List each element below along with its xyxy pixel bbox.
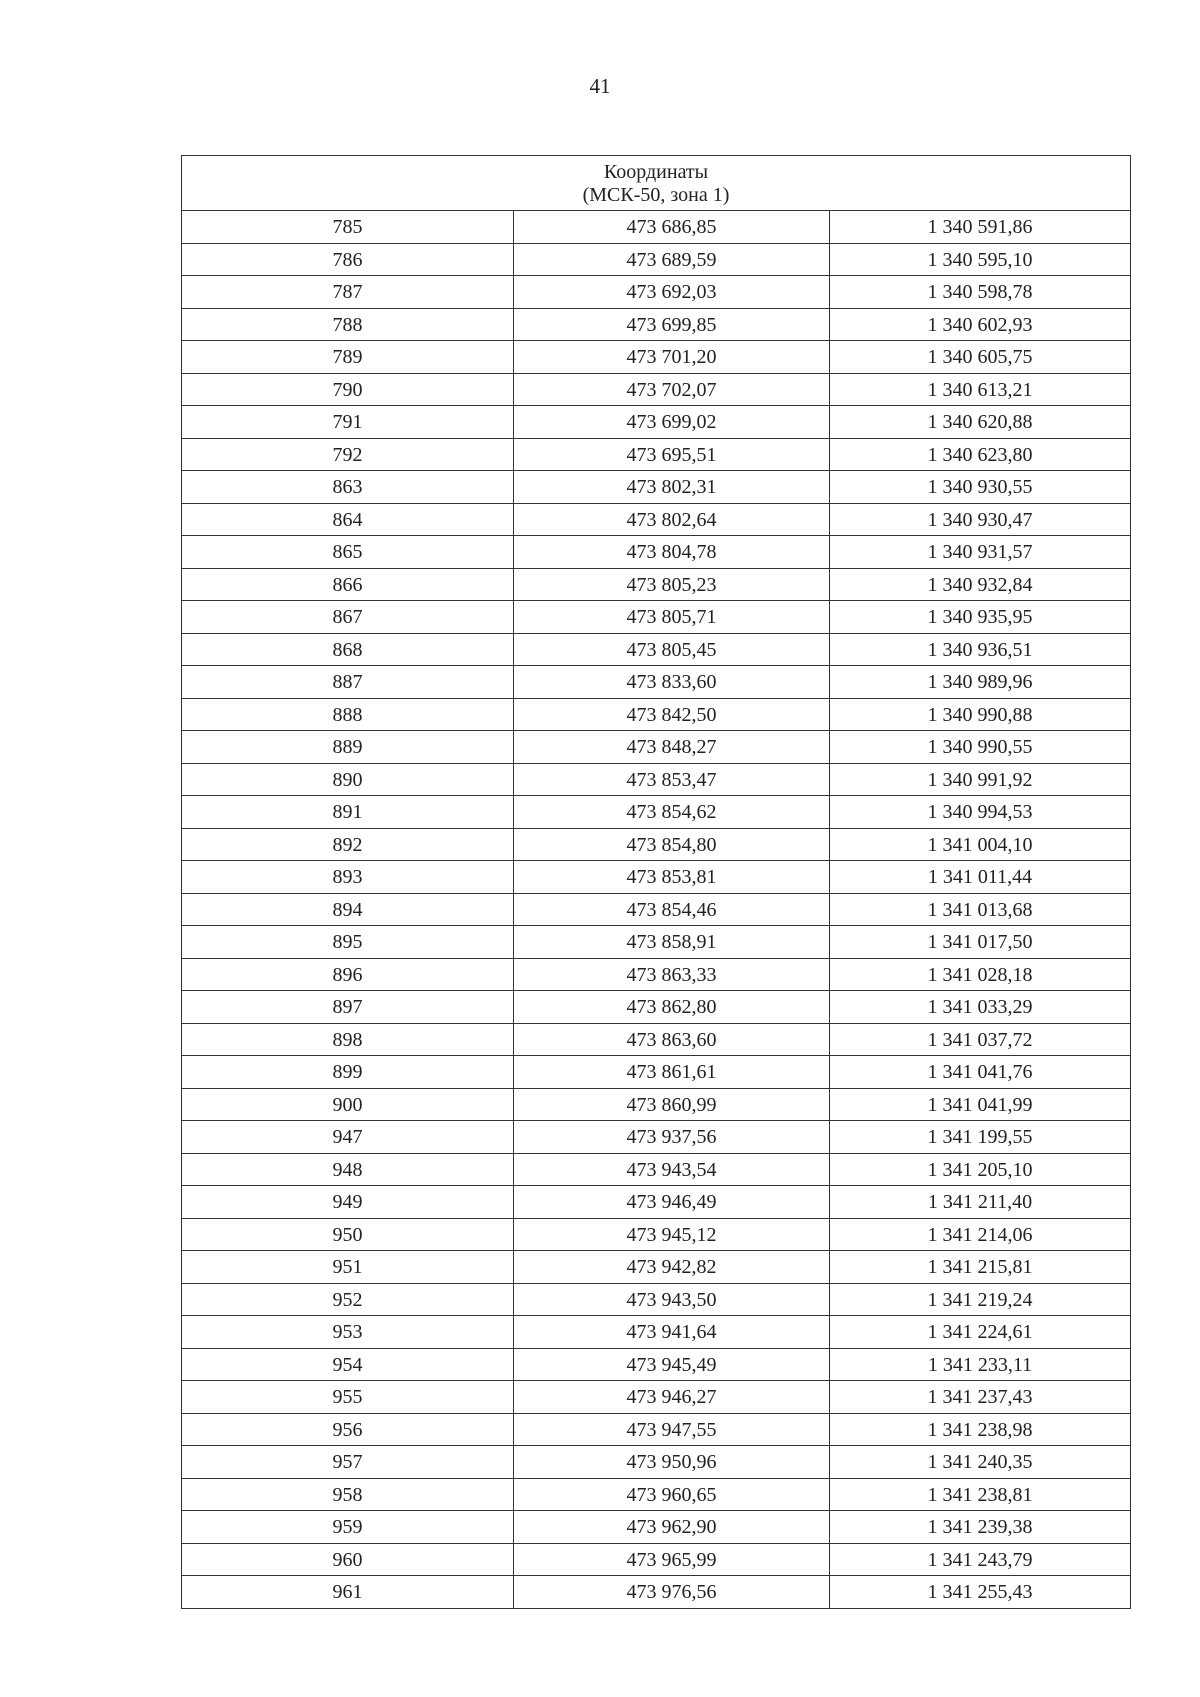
x-coordinate-cell: 473 946,49 [514, 1186, 830, 1219]
table-row [182, 698, 1131, 731]
table-row [182, 601, 1131, 634]
table-row [182, 731, 1131, 764]
point-number-cell: 867 [182, 601, 514, 634]
y-coordinate-cell: 1 340 623,80 [830, 438, 1131, 471]
x-coordinate-cell: 473 945,12 [514, 1218, 830, 1251]
table-row [182, 633, 1131, 666]
table-row [182, 1348, 1131, 1381]
table-row [182, 1153, 1131, 1186]
y-coordinate-cell: 1 340 591,86 [830, 211, 1131, 244]
table-header [182, 156, 1131, 211]
y-coordinate-cell: 1 340 936,51 [830, 633, 1131, 666]
table-row [182, 1478, 1131, 1511]
x-coordinate-cell: 473 950,96 [514, 1446, 830, 1479]
y-coordinate-cell: 1 341 237,43 [830, 1381, 1131, 1414]
table-row [182, 893, 1131, 926]
table-row [182, 471, 1131, 504]
x-coordinate-cell: 473 943,54 [514, 1153, 830, 1186]
point-number-cell: 787 [182, 276, 514, 309]
table-row [182, 1381, 1131, 1414]
point-number-cell: 893 [182, 861, 514, 894]
x-coordinate-cell: 473 692,03 [514, 276, 830, 309]
y-coordinate-cell: 1 340 990,88 [830, 698, 1131, 731]
point-number-cell: 958 [182, 1478, 514, 1511]
x-coordinate-cell: 473 861,61 [514, 1056, 830, 1089]
y-coordinate-cell: 1 341 004,10 [830, 828, 1131, 861]
point-number-cell: 897 [182, 991, 514, 1024]
y-coordinate-cell: 1 340 605,75 [830, 341, 1131, 374]
point-number-cell: 888 [182, 698, 514, 731]
point-number-cell: 900 [182, 1088, 514, 1121]
x-coordinate-cell: 473 946,27 [514, 1381, 830, 1414]
x-coordinate-cell: 473 937,56 [514, 1121, 830, 1154]
x-coordinate-cell: 473 862,80 [514, 991, 830, 1024]
y-coordinate-cell: 1 340 598,78 [830, 276, 1131, 309]
point-number-cell: 898 [182, 1023, 514, 1056]
x-coordinate-cell: 473 802,31 [514, 471, 830, 504]
table-row [182, 503, 1131, 536]
y-coordinate-cell: 1 341 013,68 [830, 893, 1131, 926]
table-row [182, 1218, 1131, 1251]
y-coordinate-cell: 1 341 239,38 [830, 1511, 1131, 1544]
table-row [182, 373, 1131, 406]
y-coordinate-cell: 1 341 033,29 [830, 991, 1131, 1024]
header-subtitle: (МСК-50, зона 1) [582, 184, 730, 206]
point-number-cell: 950 [182, 1218, 514, 1251]
x-coordinate-cell: 473 699,02 [514, 406, 830, 439]
table-row [182, 308, 1131, 341]
y-coordinate-cell: 1 341 224,61 [830, 1316, 1131, 1349]
y-coordinate-cell: 1 341 037,72 [830, 1023, 1131, 1056]
x-coordinate-cell: 473 699,85 [514, 308, 830, 341]
table-row [182, 438, 1131, 471]
y-coordinate-cell: 1 341 215,81 [830, 1251, 1131, 1284]
point-number-cell: 865 [182, 536, 514, 569]
y-coordinate-cell: 1 341 255,43 [830, 1576, 1131, 1609]
table-row [182, 1056, 1131, 1089]
x-coordinate-cell: 473 960,65 [514, 1478, 830, 1511]
point-number-cell: 957 [182, 1446, 514, 1479]
table-row [182, 243, 1131, 276]
table-row [182, 1413, 1131, 1446]
table-row [182, 763, 1131, 796]
y-coordinate-cell: 1 340 602,93 [830, 308, 1131, 341]
x-coordinate-cell: 473 853,81 [514, 861, 830, 894]
point-number-cell: 786 [182, 243, 514, 276]
y-coordinate-cell: 1 340 620,88 [830, 406, 1131, 439]
x-coordinate-cell: 473 805,45 [514, 633, 830, 666]
point-number-cell: 789 [182, 341, 514, 374]
table-header-row [182, 156, 1131, 211]
x-coordinate-cell: 473 854,80 [514, 828, 830, 861]
table-row [182, 1446, 1131, 1479]
y-coordinate-cell: 1 341 205,10 [830, 1153, 1131, 1186]
point-number-cell: 896 [182, 958, 514, 991]
point-number-cell: 948 [182, 1153, 514, 1186]
table-row [182, 1576, 1131, 1609]
y-coordinate-cell: 1 341 233,11 [830, 1348, 1131, 1381]
table-row [182, 1511, 1131, 1544]
point-number-cell: 790 [182, 373, 514, 406]
y-coordinate-cell: 1 340 930,55 [830, 471, 1131, 504]
y-coordinate-cell: 1 340 991,92 [830, 763, 1131, 796]
page-number: 41 [589, 74, 611, 98]
x-coordinate-cell: 473 945,49 [514, 1348, 830, 1381]
y-coordinate-cell: 1 341 214,06 [830, 1218, 1131, 1251]
point-number-cell: 889 [182, 731, 514, 764]
table-row [182, 568, 1131, 601]
point-number-cell: 952 [182, 1283, 514, 1316]
y-coordinate-cell: 1 341 219,24 [830, 1283, 1131, 1316]
table-row [182, 666, 1131, 699]
y-coordinate-cell: 1 341 238,98 [830, 1413, 1131, 1446]
x-coordinate-cell: 473 943,50 [514, 1283, 830, 1316]
x-coordinate-cell: 473 962,90 [514, 1511, 830, 1544]
y-coordinate-cell: 1 341 199,55 [830, 1121, 1131, 1154]
x-coordinate-cell: 473 689,59 [514, 243, 830, 276]
x-coordinate-cell: 473 853,47 [514, 763, 830, 796]
x-coordinate-cell: 473 805,23 [514, 568, 830, 601]
table-row [182, 796, 1131, 829]
x-coordinate-cell: 473 858,91 [514, 926, 830, 959]
header-title: Координаты [603, 161, 709, 183]
y-coordinate-cell: 1 341 028,18 [830, 958, 1131, 991]
point-number-cell: 868 [182, 633, 514, 666]
x-coordinate-cell: 473 854,62 [514, 796, 830, 829]
table-row [182, 1316, 1131, 1349]
point-number-cell: 792 [182, 438, 514, 471]
point-number-cell: 791 [182, 406, 514, 439]
point-number-cell: 899 [182, 1056, 514, 1089]
table-row [182, 926, 1131, 959]
table-row [182, 861, 1131, 894]
y-coordinate-cell: 1 341 041,99 [830, 1088, 1131, 1121]
y-coordinate-cell: 1 340 595,10 [830, 243, 1131, 276]
table-row [182, 276, 1131, 309]
point-number-cell: 892 [182, 828, 514, 861]
x-coordinate-cell: 473 965,99 [514, 1543, 830, 1576]
point-number-cell: 956 [182, 1413, 514, 1446]
y-coordinate-cell: 1 341 211,40 [830, 1186, 1131, 1219]
table-row [182, 1023, 1131, 1056]
y-coordinate-cell: 1 341 041,76 [830, 1056, 1131, 1089]
point-number-cell: 788 [182, 308, 514, 341]
x-coordinate-cell: 473 863,33 [514, 958, 830, 991]
point-number-cell: 959 [182, 1511, 514, 1544]
point-number-cell: 866 [182, 568, 514, 601]
table-row [182, 406, 1131, 439]
x-coordinate-cell: 473 863,60 [514, 1023, 830, 1056]
x-coordinate-cell: 473 804,78 [514, 536, 830, 569]
x-coordinate-cell: 473 805,71 [514, 601, 830, 634]
y-coordinate-cell: 1 340 930,47 [830, 503, 1131, 536]
x-coordinate-cell: 473 941,64 [514, 1316, 830, 1349]
x-coordinate-cell: 473 947,55 [514, 1413, 830, 1446]
point-number-cell: 890 [182, 763, 514, 796]
y-coordinate-cell: 1 341 240,35 [830, 1446, 1131, 1479]
x-coordinate-cell: 473 833,60 [514, 666, 830, 699]
table-row [182, 1543, 1131, 1576]
table-row [182, 536, 1131, 569]
x-coordinate-cell: 473 686,85 [514, 211, 830, 244]
y-coordinate-cell: 1 340 990,55 [830, 731, 1131, 764]
x-coordinate-cell: 473 842,50 [514, 698, 830, 731]
table-row [182, 1121, 1131, 1154]
point-number-cell: 894 [182, 893, 514, 926]
x-coordinate-cell: 473 860,99 [514, 1088, 830, 1121]
y-coordinate-cell: 1 341 011,44 [830, 861, 1131, 894]
table-row [182, 341, 1131, 374]
x-coordinate-cell: 473 976,56 [514, 1576, 830, 1609]
x-coordinate-cell: 473 848,27 [514, 731, 830, 764]
x-coordinate-cell: 473 702,07 [514, 373, 830, 406]
point-number-cell: 961 [182, 1576, 514, 1609]
table-row [182, 1283, 1131, 1316]
point-number-cell: 947 [182, 1121, 514, 1154]
table-row [182, 1186, 1131, 1219]
x-coordinate-cell: 473 942,82 [514, 1251, 830, 1284]
y-coordinate-cell: 1 340 935,95 [830, 601, 1131, 634]
point-number-cell: 953 [182, 1316, 514, 1349]
point-number-cell: 891 [182, 796, 514, 829]
x-coordinate-cell: 473 695,51 [514, 438, 830, 471]
point-number-cell: 887 [182, 666, 514, 699]
y-coordinate-cell: 1 340 989,96 [830, 666, 1131, 699]
y-coordinate-cell: 1 341 243,79 [830, 1543, 1131, 1576]
y-coordinate-cell: 1 340 931,57 [830, 536, 1131, 569]
x-coordinate-cell: 473 802,64 [514, 503, 830, 536]
table-row [182, 828, 1131, 861]
table-row [182, 211, 1131, 244]
y-coordinate-cell: 1 341 238,81 [830, 1478, 1131, 1511]
point-number-cell: 864 [182, 503, 514, 536]
point-number-cell: 960 [182, 1543, 514, 1576]
table-row [182, 991, 1131, 1024]
point-number-cell: 955 [182, 1381, 514, 1414]
table-row [182, 958, 1131, 991]
y-coordinate-cell: 1 341 017,50 [830, 926, 1131, 959]
point-number-cell: 863 [182, 471, 514, 504]
y-coordinate-cell: 1 340 613,21 [830, 373, 1131, 406]
table-row [182, 1088, 1131, 1121]
point-number-cell: 954 [182, 1348, 514, 1381]
x-coordinate-cell: 473 701,20 [514, 341, 830, 374]
point-number-cell: 785 [182, 211, 514, 244]
table-body [182, 211, 1131, 1609]
table-row [182, 1251, 1131, 1284]
x-coordinate-cell: 473 854,46 [514, 893, 830, 926]
coordinates-table [181, 155, 1131, 1609]
point-number-cell: 951 [182, 1251, 514, 1284]
y-coordinate-cell: 1 340 932,84 [830, 568, 1131, 601]
y-coordinate-cell: 1 340 994,53 [830, 796, 1131, 829]
point-number-cell: 949 [182, 1186, 514, 1219]
point-number-cell: 895 [182, 926, 514, 959]
